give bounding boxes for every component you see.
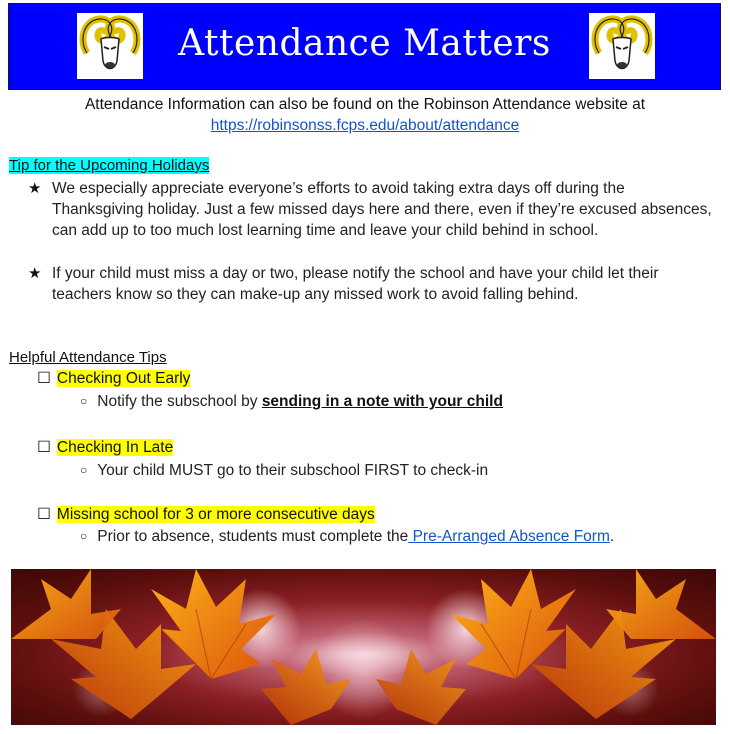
list-item: ★ If your child must miss a day or two, please notify the school and have your child let their teachers know so they can make-up any missed work to avoid falling behind. — [28, 265, 659, 303]
list-item: ★ We especially appreciate everyone’s efforts to avoid taking extra days off during the Thanksgiving holiday. Just a few missed days here and there, even if they’re excused absences, can add up to too much lost learning time and leave your child behind in school. — [28, 180, 712, 239]
page-title: Attendance Matters — [178, 23, 551, 64]
tip-title: Checking In Late — [56, 439, 174, 456]
attendance-website-link[interactable]: https://robinsonss.fcps.edu/about/attendance — [210, 117, 520, 134]
info-text: Attendance Information can also be found on the Robinson Attendance website at — [84, 96, 646, 113]
star-bullet-icon: ★ — [28, 265, 42, 282]
checkbox-icon[interactable]: ☐ — [37, 506, 51, 523]
pre-arranged-absence-form-link[interactable]: Pre-Arranged Absence Form — [408, 528, 610, 545]
tip-detail: ○ Prior to absence, students must complete the Pre-Arranged Absence Form. — [80, 528, 615, 545]
circle-bullet-icon: ○ — [80, 394, 88, 408]
star-bullet-icon: ★ — [28, 180, 42, 197]
checkbox-icon[interactable]: ☐ — [37, 439, 51, 456]
tip-title: Checking Out Early — [56, 370, 191, 387]
ram-mascot-icon — [589, 13, 655, 79]
tip-item — [37, 505, 375, 524]
holidays-heading: Tip for the Upcoming Holidays — [9, 157, 210, 174]
tip-item — [37, 438, 173, 457]
header-banner — [8, 3, 721, 90]
info-link-row — [0, 117, 730, 135]
tip-detail: ○ Your child MUST go to their subschool FIRST to check-in — [80, 462, 489, 479]
circle-bullet-icon: ○ — [80, 463, 88, 477]
checkbox-icon[interactable]: ☐ — [37, 370, 51, 387]
maple-leaves-icon — [11, 569, 716, 725]
autumn-leaves-image — [11, 569, 716, 725]
tip-title: Missing school for 3 or more consecutive days — [56, 506, 375, 523]
circle-bullet-icon: ○ — [80, 529, 88, 543]
tips-heading: Helpful Attendance Tips — [9, 349, 167, 366]
tip-detail: ○ Notify the subschool by sending in a note with your child — [80, 393, 503, 410]
tip-item — [37, 369, 190, 388]
